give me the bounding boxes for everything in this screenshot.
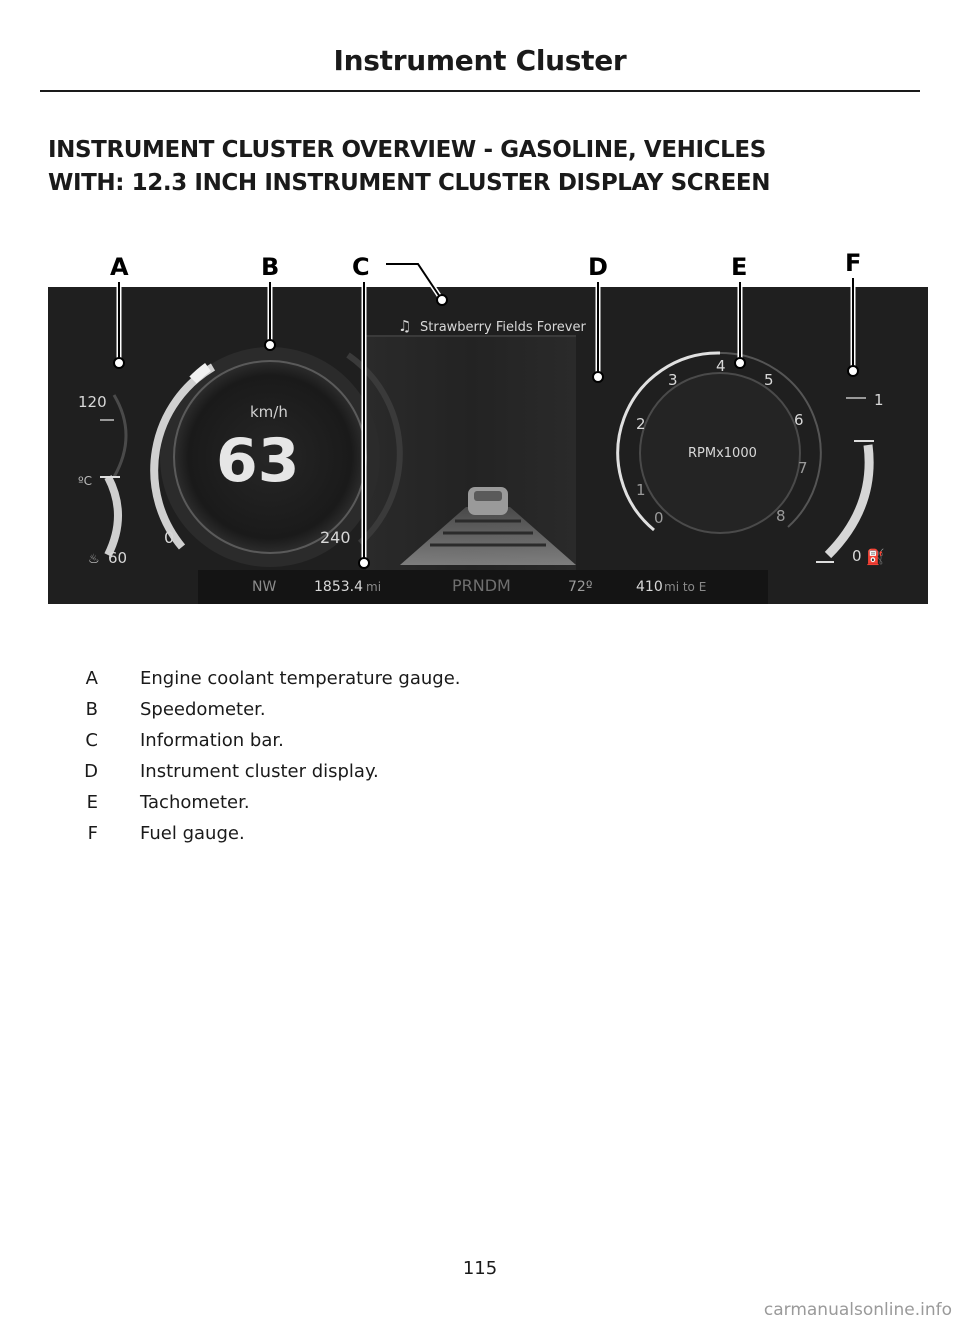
legend-text: Tachometer.	[140, 792, 250, 813]
media-title: Strawberry Fields Forever	[420, 320, 586, 335]
callout-label-c: C	[352, 253, 370, 281]
temp-low-label: 60	[108, 549, 128, 567]
legend-item	[60, 792, 760, 823]
tach-tick-2: 2	[636, 415, 646, 433]
legend-text: Instrument cluster display.	[140, 761, 379, 782]
speed-max-label: 240	[320, 528, 351, 547]
speed-min-label: 0	[164, 528, 175, 547]
callout-labels	[110, 249, 861, 281]
tach-tick-6: 6	[794, 411, 804, 429]
legend-item	[60, 699, 760, 730]
tach-tick-4: 4	[716, 357, 726, 375]
watermark: carmanualsonline.info	[763, 1300, 952, 1320]
odometer-unit: mi	[366, 580, 382, 594]
legend-item	[60, 761, 760, 792]
callout-dot-c-media	[437, 295, 447, 305]
legend-text: Information bar.	[140, 730, 284, 751]
callout-dot-d	[593, 372, 603, 382]
section-title	[48, 134, 908, 200]
center-display-top-edge	[366, 335, 576, 337]
compass-heading: NW	[252, 579, 277, 595]
music-note-icon: ♫	[398, 317, 412, 335]
legend-key: F	[87, 823, 98, 844]
range-unit: mi to E	[664, 580, 707, 594]
legend-text: Speedometer.	[140, 699, 266, 720]
legend-key: D	[84, 761, 98, 782]
cluster-illustration	[48, 245, 928, 605]
temp-unit-label: ºC	[78, 474, 93, 488]
tach-tick-3: 3	[668, 371, 678, 389]
fuel-full-label: 1	[874, 391, 884, 409]
legend-item	[60, 730, 760, 761]
instrument-cluster-figure	[48, 245, 928, 605]
tach-tick-8: 8	[776, 507, 786, 525]
tach-tick-1: 1	[636, 481, 646, 499]
callout-label-f: F	[845, 249, 862, 277]
legend-item	[60, 668, 760, 699]
callout-label-e: E	[731, 253, 748, 281]
information-bar	[252, 576, 706, 595]
section-title-line-1: INSTRUMENT CLUSTER OVERVIEW - GASOLINE, VEHICLES	[48, 137, 766, 163]
temp-high-label: 120	[78, 393, 107, 411]
callout-dot-c	[359, 558, 369, 568]
legend-key: E	[86, 792, 98, 813]
speed-value: 63	[216, 426, 300, 496]
legend-text: Engine coolant temperature gauge.	[140, 668, 461, 689]
fuel-empty-label: 0	[852, 547, 862, 565]
callout-dot-e	[735, 358, 745, 368]
tach-label: RPMx1000	[688, 446, 757, 461]
tach-tick-5: 5	[764, 371, 774, 389]
page-number: 115	[462, 1258, 498, 1279]
callout-label-a: A	[110, 253, 129, 281]
fuel-pump-icon: ⛽	[866, 548, 885, 566]
legend-key: A	[85, 668, 98, 689]
legend-item	[60, 823, 760, 854]
odometer-value: 1853.4	[314, 579, 363, 595]
callout-label-b: B	[261, 253, 280, 281]
page-header: Instrument Cluster	[333, 44, 627, 77]
callout-dot-a	[114, 358, 124, 368]
callout-dot-b	[265, 340, 275, 350]
legend-text: Fuel gauge.	[140, 823, 245, 844]
speed-unit-label: km/h	[250, 403, 288, 421]
tach-tick-0: 0	[654, 509, 664, 527]
legend-key: B	[85, 699, 98, 720]
tach-tick-7: 7	[798, 459, 808, 477]
outside-temperature: 72º	[568, 579, 593, 595]
coolant-icon: ♨	[88, 552, 100, 567]
legend-key: C	[85, 730, 98, 751]
callout-dot-f	[848, 366, 858, 376]
section-title-line-2: WITH: 12.3 INCH INSTRUMENT CLUSTER DISPLAY SCREEN	[48, 170, 771, 196]
gear-selector: PRNDM	[452, 576, 511, 595]
header-rule	[40, 90, 920, 92]
range-value: 410	[636, 579, 663, 595]
callout-legend	[60, 668, 760, 854]
vehicle-icon-window	[474, 491, 502, 501]
callout-label-d: D	[588, 253, 608, 281]
